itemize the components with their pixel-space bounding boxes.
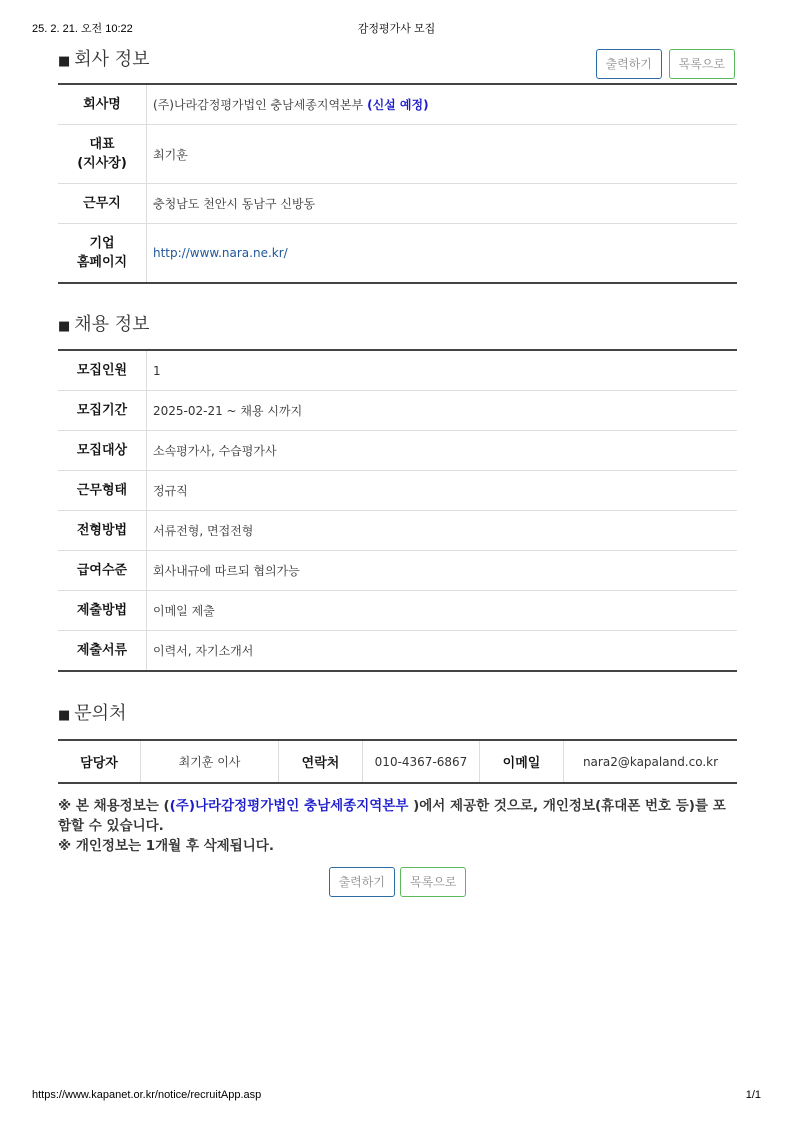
company-name-row — [58, 84, 737, 125]
notice-line-1 — [58, 796, 737, 836]
homepage-label-line1: 기업 — [89, 236, 115, 251]
recruit-label-selection: 전형방법 — [58, 511, 147, 551]
contact-section-title — [58, 698, 737, 730]
section-bullet-icon: ■ — [58, 54, 71, 69]
list-button-top[interactable]: 목록으로 — [669, 49, 735, 79]
email-label: 이메일 — [480, 740, 564, 783]
company-section-label: 회사 정보 — [74, 49, 150, 70]
homepage-cell — [147, 224, 738, 284]
recruit-row — [58, 631, 737, 672]
company-name-cell — [147, 84, 738, 125]
recruit-label-documents: 제출서류 — [58, 631, 147, 672]
contact-table — [58, 739, 737, 784]
company-name-value: (주)나라감정평가법인 충남세종지역본부 — [153, 98, 364, 112]
main-content — [58, 44, 737, 897]
representative-label — [58, 125, 147, 184]
recruit-value-documents: 이력서, 자기소개서 — [153, 644, 254, 658]
recruit-label-headcount: 모집인원 — [58, 350, 147, 391]
company-status-badge: (신설 예정) — [367, 98, 429, 112]
email-value: nara2@kapaland.co.kr — [582, 754, 719, 769]
page-number: 1/1 — [745, 1089, 761, 1101]
manager-value: 최기훈 이사 — [141, 740, 279, 783]
recruit-row — [58, 511, 737, 551]
work-location-value: 충청남도 천안시 동남구 신방동 — [147, 184, 738, 224]
notice-company: (주)나라감정평가법인 충남세종지역본부 — [169, 798, 409, 814]
contact-row — [58, 740, 737, 783]
recruit-row — [58, 551, 737, 591]
print-url: https://www.kapanet.or.kr/notice/recruitApp.asp — [32, 1089, 262, 1101]
print-date: 25. 2. 21. 오전 10:22 — [32, 23, 133, 35]
work-location-label: 근무지 — [58, 184, 147, 224]
recruit-label-period: 모집기간 — [58, 391, 147, 431]
representative-row — [58, 125, 737, 184]
homepage-link[interactable]: http://www.nara.ne.kr/ — [153, 246, 288, 260]
company-section-title — [58, 44, 737, 76]
homepage-label-line2: 홈페이지 — [76, 255, 128, 270]
print-button-top[interactable]: 출력하기 — [596, 49, 662, 79]
notice-suffix: )에서 제공한 것으로, 개인정보(휴대폰 번호 등)를 포함할 수 있습니다. — [58, 798, 726, 834]
print-header — [32, 20, 761, 36]
bottom-button-group — [58, 867, 737, 897]
recruit-value-salary: 회사내규에 따르되 협의가능 — [147, 551, 738, 591]
print-document-title: 감정평가사 모집 — [357, 23, 436, 35]
phone-value: 010-4367-6867 — [363, 740, 480, 783]
privacy-notice — [58, 796, 737, 856]
homepage-row — [58, 224, 737, 284]
top-button-group — [596, 48, 735, 80]
recruit-row — [58, 591, 737, 631]
recruit-value-period: 2025-02-21 ~ 채용 시까지 — [147, 391, 738, 431]
recruit-section-title — [58, 309, 737, 341]
print-footer — [32, 1089, 761, 1105]
recruit-info-table — [58, 349, 737, 672]
recruit-value-employment-type: 정규직 — [147, 471, 738, 511]
representative-value: 최기훈 — [147, 125, 738, 184]
recruit-label-salary: 급여수준 — [58, 551, 147, 591]
recruit-row — [58, 471, 737, 511]
recruit-label-submission-method: 제출방법 — [58, 591, 147, 631]
recruit-value-submission-method: 이메일 제출 — [147, 591, 738, 631]
recruit-row — [58, 431, 737, 471]
section-bullet-icon: ■ — [58, 708, 71, 723]
section-bullet-icon: ■ — [58, 319, 71, 334]
company-name-label: 회사명 — [58, 84, 147, 125]
homepage-label — [58, 224, 147, 284]
representative-label-line1: 대표 — [89, 137, 115, 152]
notice-line-2: ※ 개인정보는 1개월 후 삭제됩니다. — [58, 838, 274, 854]
recruit-section-label: 채용 정보 — [74, 314, 150, 335]
recruit-row — [58, 350, 737, 391]
company-info-table — [58, 83, 737, 284]
recruit-value-selection: 서류전형, 면접전형 — [147, 511, 738, 551]
notice-prefix: ※ 본 채용정보는 ( — [58, 798, 170, 814]
recruit-row — [58, 391, 737, 431]
work-location-row — [58, 184, 737, 224]
print-button-bottom[interactable]: 출력하기 — [329, 867, 395, 897]
recruit-value-target: 소속평가사, 수습평가사 — [147, 431, 738, 471]
representative-label-line2: (지사장) — [77, 156, 127, 171]
recruit-label-target: 모집대상 — [58, 431, 147, 471]
recruit-value-headcount: 1 — [147, 350, 738, 391]
recruit-label-employment-type: 근무형태 — [58, 471, 147, 511]
manager-label: 담당자 — [58, 740, 141, 783]
phone-label: 연락처 — [279, 740, 363, 783]
list-button-bottom[interactable]: 목록으로 — [400, 867, 466, 897]
contact-section-label: 문의처 — [74, 703, 127, 724]
